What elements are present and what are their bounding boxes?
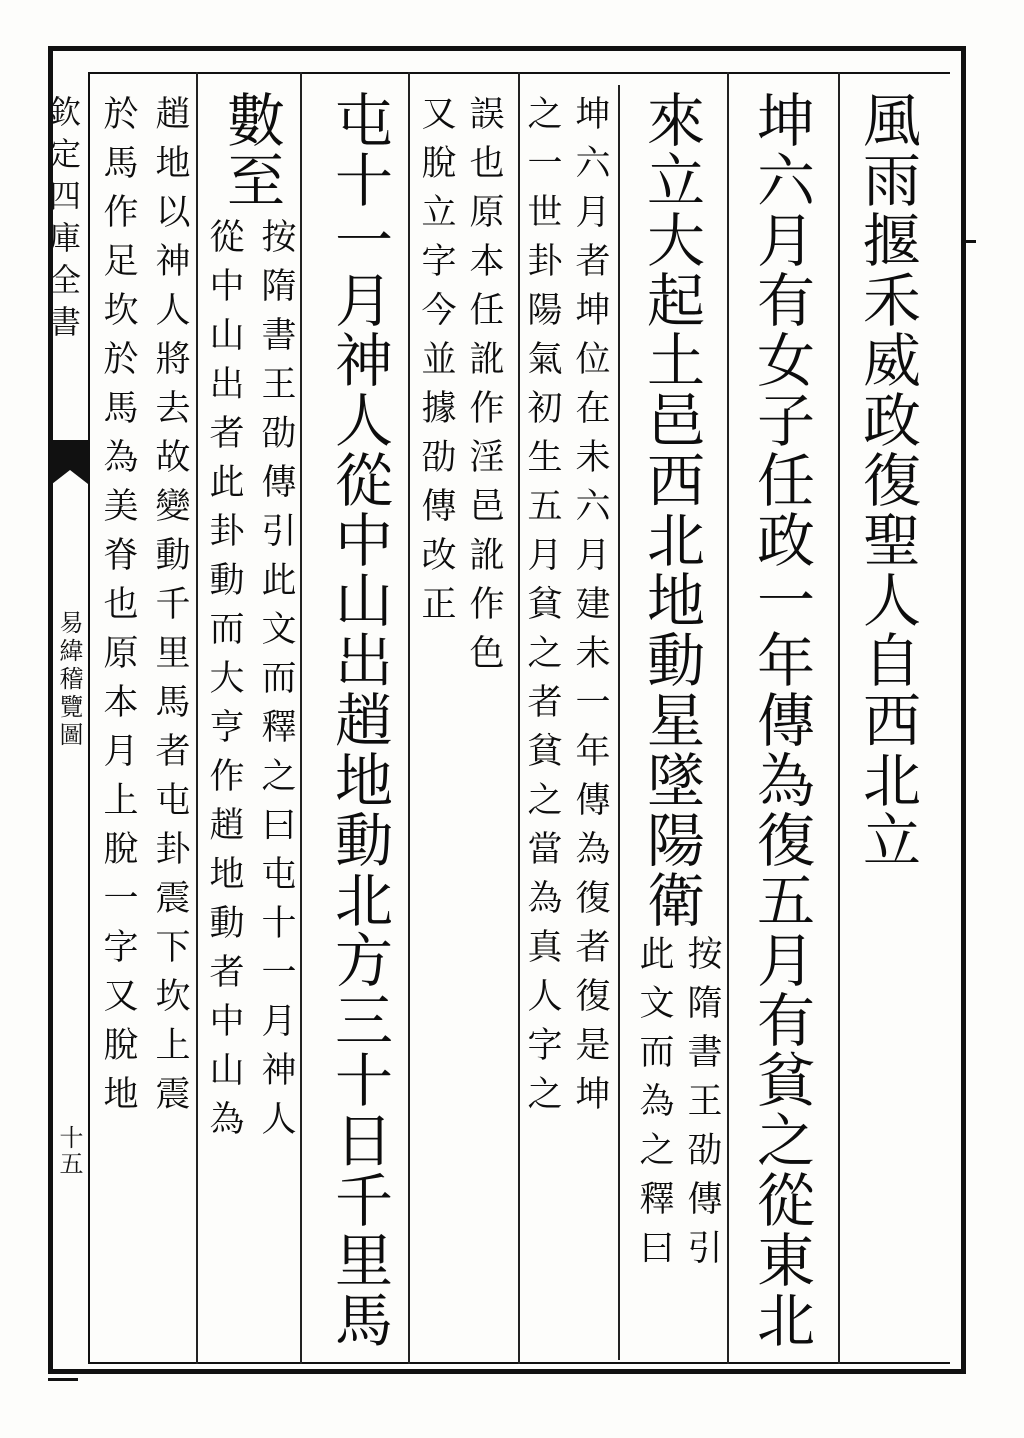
- chapter-title: 易緯稽覽圖: [55, 610, 83, 750]
- commentary-column: 之一世卦陽氣初生五月貧之者貧之當為真人字之: [522, 95, 562, 1124]
- commentary-column: 誤也原本任訛作淫邑訛作色: [464, 95, 504, 683]
- commentary-column: 從中山出者此卦動而大亨作趙地動者中山為: [204, 218, 244, 1149]
- commentary-column: 此文而為之釋曰: [634, 935, 674, 1278]
- column-rule: [518, 72, 520, 1364]
- column-rule: [618, 85, 620, 1360]
- book-title: 欽定四庫全書: [44, 95, 82, 347]
- edge-tick: [966, 240, 976, 243]
- column-rule: [838, 72, 840, 1364]
- text-column: 坤六月有女子任政一年傳為復五月有貧之從東北: [747, 90, 815, 1350]
- fishtail-mark-icon: [52, 440, 88, 490]
- edge-tick: [48, 1378, 78, 1381]
- page-number: 十五: [55, 1125, 83, 1177]
- commentary-column: 於馬作足坎於馬為美脊也原本月上脫一字又脫地: [98, 95, 138, 1124]
- column-rule: [727, 72, 729, 1364]
- text-column: 數至: [217, 90, 285, 210]
- commentary-column: 按隋書王劭傳引此文而釋之曰屯十一月神人: [256, 218, 296, 1149]
- text-column: 風雨揠禾威政復聖人自西北立: [853, 90, 921, 870]
- text-column: 屯十一月神人從中山出趙地動北方三十日千里馬: [325, 90, 393, 1350]
- column-rule: [300, 72, 302, 1364]
- text-column: 來立大起土邑西北地動星墜陽衛: [637, 90, 705, 930]
- commentary-column: 按隋書王劭傳引: [682, 935, 722, 1278]
- column-rule: [196, 72, 198, 1364]
- column-rule: [408, 72, 410, 1364]
- commentary-column: 又脫立字今並據劭傳改正: [416, 95, 456, 634]
- commentary-column: 坤六月者坤位在未六月建未一年傳為復者復是坤: [570, 95, 610, 1124]
- commentary-column: 趙地以神人將去故變動千里馬者屯卦震下坎上震: [150, 95, 190, 1124]
